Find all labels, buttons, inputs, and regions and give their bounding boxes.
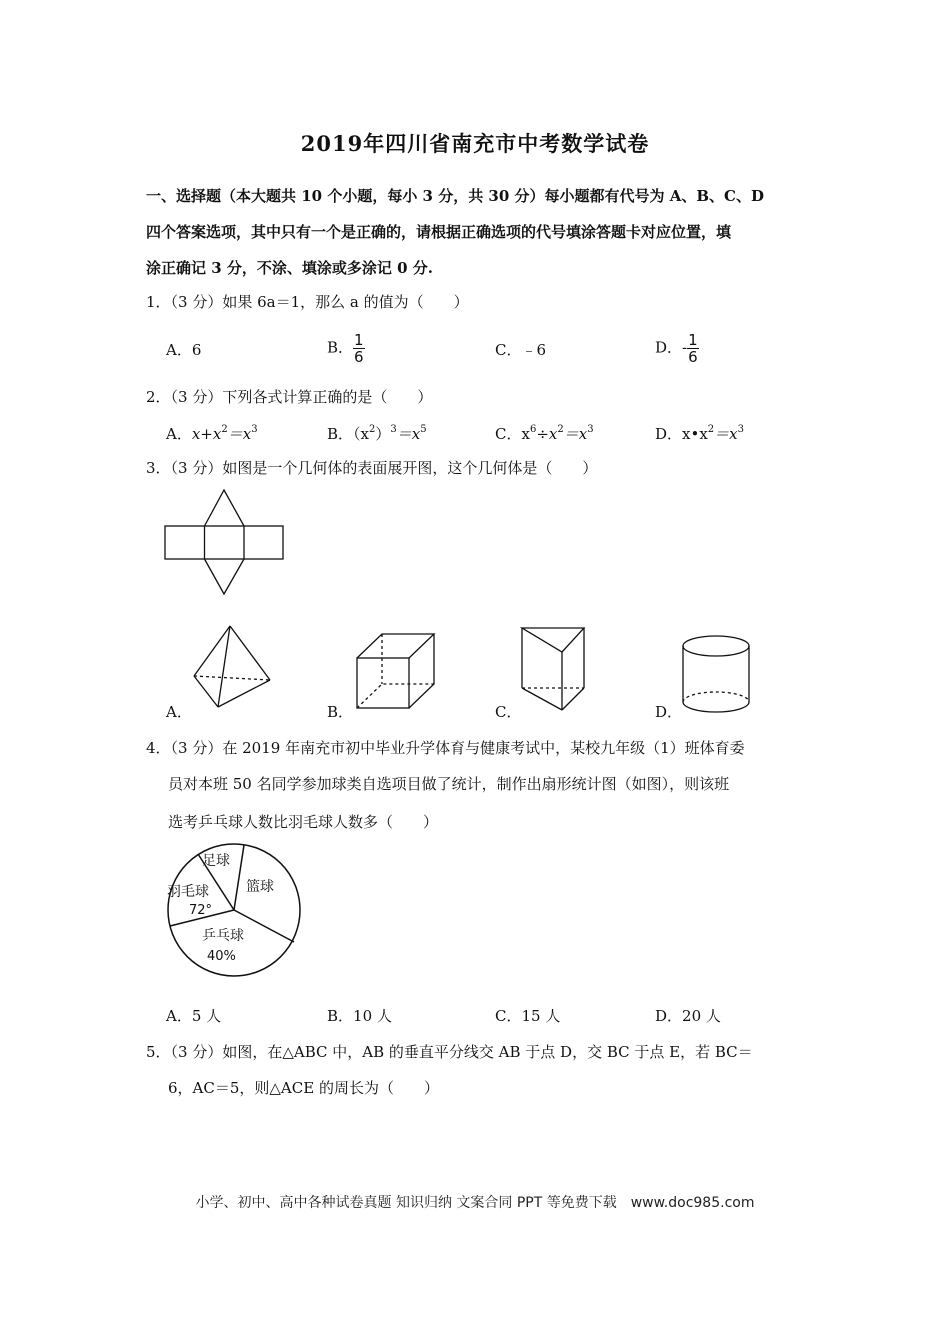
q3-option-b-label: B． (327, 703, 354, 721)
q4-option-a: A．5 人 (166, 1007, 222, 1025)
question-5-line2: 6，AC＝5，则△ACE 的周长为（ ） (168, 1079, 439, 1097)
question-4-line1: 4．（3 分）在 2019 年南充市初中毕业升学体育与健康考试中，某校九年级（1）班体育委 (146, 739, 745, 757)
q3-option-a-label: A． (166, 703, 192, 721)
q4-option-b: B．10 人 (327, 1007, 392, 1025)
pie-label-football: 足球 (202, 853, 230, 869)
net-bottom-triangle (205, 559, 245, 594)
page-footer: 小学、初中、高中各种试卷真题 知识归纳 文案合同 PPT 等免费下载 www.doc985.com (195, 1195, 755, 1211)
section-instructions-line1: 一、选择题（本大题共 10 个小题，每小 3 分，共 30 分）每小题都有代号为 A、B、C、D (146, 187, 765, 205)
q1-option-b: B． $\frac{1}{6}$ (327, 331, 364, 366)
section-instructions-line2: 四个答案选项，其中只有一个是正确的，请根据正确选项的代号填涂答题卡对应位置，填 (146, 223, 732, 241)
q2-option-b: B．$(x^2)^3=x^5$ (327, 424, 427, 443)
triangular-prism-figure (518, 624, 590, 714)
net-top-triangle (205, 490, 245, 526)
q1-option-a: A．6 (166, 341, 202, 359)
net-rectangles (165, 526, 283, 559)
pie-chart-figure (162, 838, 306, 982)
question-5-line1: 5．（3 分）如图，在△ABC 中，AB 的垂直平分线交 AB 于点 D，交 BC 于点 E，若 BC＝ (146, 1043, 753, 1061)
cylinder-figure (676, 632, 756, 716)
fraction: $\frac{1}{6}$ (354, 331, 364, 366)
cube-figure (352, 630, 442, 714)
pie-label-badminton-angle: 72° (189, 903, 213, 918)
question-4-line3: 选考乒乓球人数比羽毛球人数多（ ） (168, 813, 439, 831)
q2-option-d: D．$x•x^2=x^3$ (655, 424, 745, 443)
fraction: $\frac{1}{6}$ (688, 331, 698, 366)
q2-option-c: C．$x^6\div x^2=x^3$ (495, 424, 594, 443)
q1-option-d: D．- $\frac{1}{6}$ (655, 331, 698, 366)
q2-option-a: A．$x+x^2=x^3$ (166, 424, 258, 443)
page-title: 2019年四川省南充市中考数学试卷 (300, 131, 650, 156)
pie-label-pingpong: 乒乓球 (202, 928, 244, 944)
question-1: 1．（3 分）如果 6a＝1，那么 a 的值为（ ） (146, 293, 469, 311)
pie-label-basketball: 篮球 (246, 879, 274, 895)
pie-divider-football-basketball (234, 845, 244, 910)
pie-label-pingpong-percent: 40% (207, 949, 236, 964)
q1-option-c: C．﹣6 (495, 341, 547, 359)
question-3: 3．（3 分）如图是一个几何体的表面展开图，这个几何体是（ ） (146, 459, 598, 477)
q3-option-c-label: C． (495, 703, 522, 721)
question-4-line2: 员对本班 50 名同学参加球类自选项目做了统计，制作出扇形统计图（如图），则该班 (168, 775, 730, 793)
prism-net-figure (160, 486, 290, 598)
q4-option-d: D．20 人 (655, 1007, 721, 1025)
section-instructions-line3: 涂正确记 3 分，不涂、填涂或多涂记 0 分. (146, 259, 433, 277)
q3-option-d-label: D． (655, 703, 683, 721)
question-2: 2．（3 分）下列各式计算正确的是（ ） (146, 388, 433, 406)
pie-label-badminton: 羽毛球 (167, 884, 209, 900)
q4-option-c: C．15 人 (495, 1007, 561, 1025)
pyramid-figure (188, 622, 278, 712)
